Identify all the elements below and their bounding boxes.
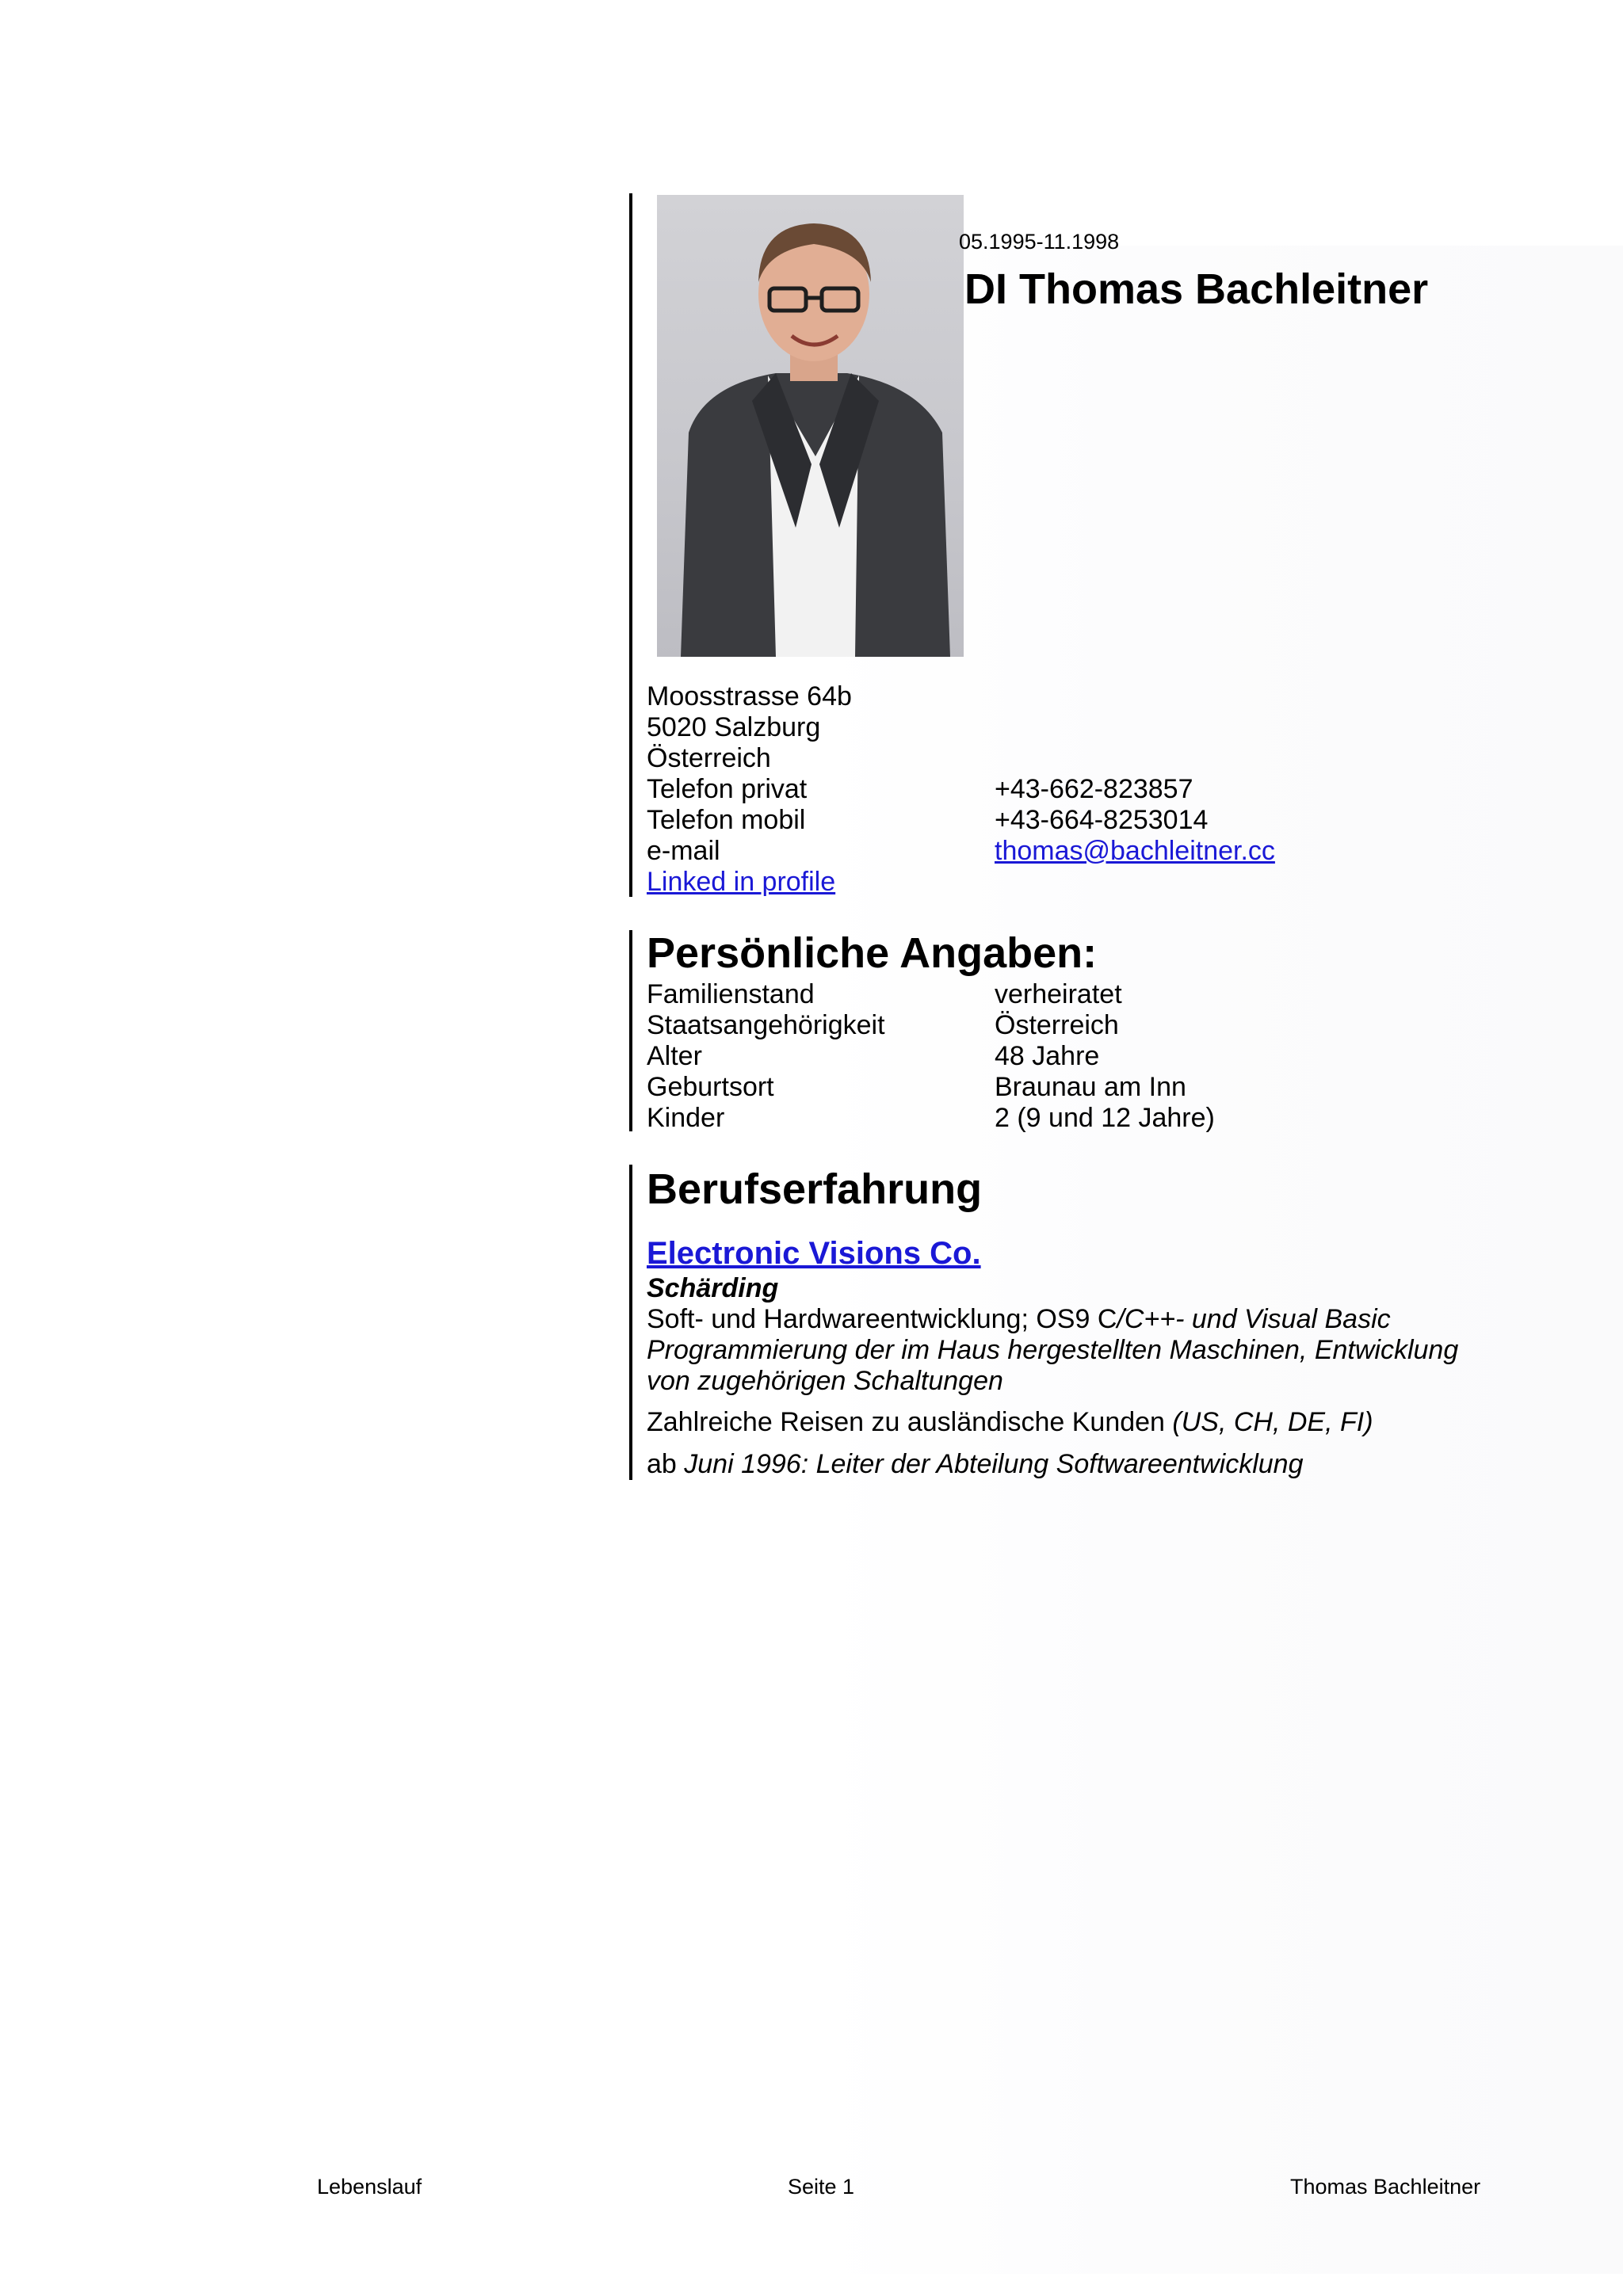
leadership-note-plain: ab bbox=[647, 1449, 685, 1479]
phone-mobile-value: +43-664-8253014 bbox=[995, 805, 1209, 835]
job-description-italic: /C++- und Visual Basic Programmierung der im Haus hergestellten Maschinen, Entwicklung von zugehörigen Schaltungen bbox=[647, 1304, 1459, 1396]
personal-label: Geburtsort bbox=[647, 1072, 774, 1102]
personal-label: Staatsangehörigkeit bbox=[647, 1010, 885, 1040]
personal-label: Familienstand bbox=[647, 979, 815, 1009]
section-heading-experience: Berufserfahrung bbox=[647, 1165, 983, 1213]
company-location: Schärding bbox=[647, 1273, 779, 1303]
personal-label: Alter bbox=[647, 1041, 702, 1071]
personal-value: 2 (9 und 12 Jahre) bbox=[995, 1103, 1215, 1133]
footer-left: Lebenslauf bbox=[317, 2175, 422, 2199]
email-label: e-mail bbox=[647, 836, 720, 866]
phone-private-label: Telefon privat bbox=[647, 774, 808, 804]
personal-value: verheiratet bbox=[995, 979, 1122, 1009]
address-country: Österreich bbox=[647, 743, 771, 773]
footer-page-number: Seite 1 bbox=[788, 2175, 855, 2199]
company-link[interactable]: Electronic Visions Co. bbox=[647, 1236, 981, 1271]
personal-value: 48 Jahre bbox=[995, 1041, 1100, 1071]
email-link[interactable]: thomas@bachleitner.cc bbox=[995, 836, 1275, 866]
personal-label: Kinder bbox=[647, 1103, 725, 1133]
leadership-note-italic: Juni 1996: Leiter der Abteilung Softwareentwicklung bbox=[684, 1449, 1304, 1479]
person-name: DI Thomas Bachleitner bbox=[964, 265, 1429, 313]
address-street: Moosstrasse 64b bbox=[647, 681, 852, 711]
footer-right: Thomas Bachleitner bbox=[1290, 2175, 1481, 2199]
personal-value: Braunau am Inn bbox=[995, 1072, 1186, 1102]
portrait-photo bbox=[657, 195, 964, 657]
section-bar-experience bbox=[629, 1165, 632, 1480]
travel-note-plain: Zahlreiche Reisen zu ausländische Kunden bbox=[647, 1407, 1173, 1437]
leadership-note bbox=[647, 1449, 1487, 1480]
linkedin-link[interactable]: Linked in profile bbox=[647, 867, 836, 897]
travel-note bbox=[647, 1407, 1487, 1438]
address-city: 5020 Salzburg bbox=[647, 712, 821, 742]
personal-value: Österreich bbox=[995, 1010, 1119, 1040]
section-bar-personal bbox=[629, 930, 632, 1131]
phone-mobile-label: Telefon mobil bbox=[647, 805, 806, 835]
job-description-plain: Soft- und Hardwareentwicklung; OS9 C bbox=[647, 1304, 1117, 1334]
section-bar-contact bbox=[629, 193, 632, 897]
date-range: 05.1995-11.1998 bbox=[959, 230, 1120, 254]
travel-note-countries: (US, CH, DE, FI) bbox=[1172, 1407, 1373, 1437]
section-heading-personal: Persönliche Angaben: bbox=[647, 929, 1098, 977]
job-description bbox=[647, 1304, 1487, 1397]
phone-private-value: +43-662-823857 bbox=[995, 774, 1193, 804]
